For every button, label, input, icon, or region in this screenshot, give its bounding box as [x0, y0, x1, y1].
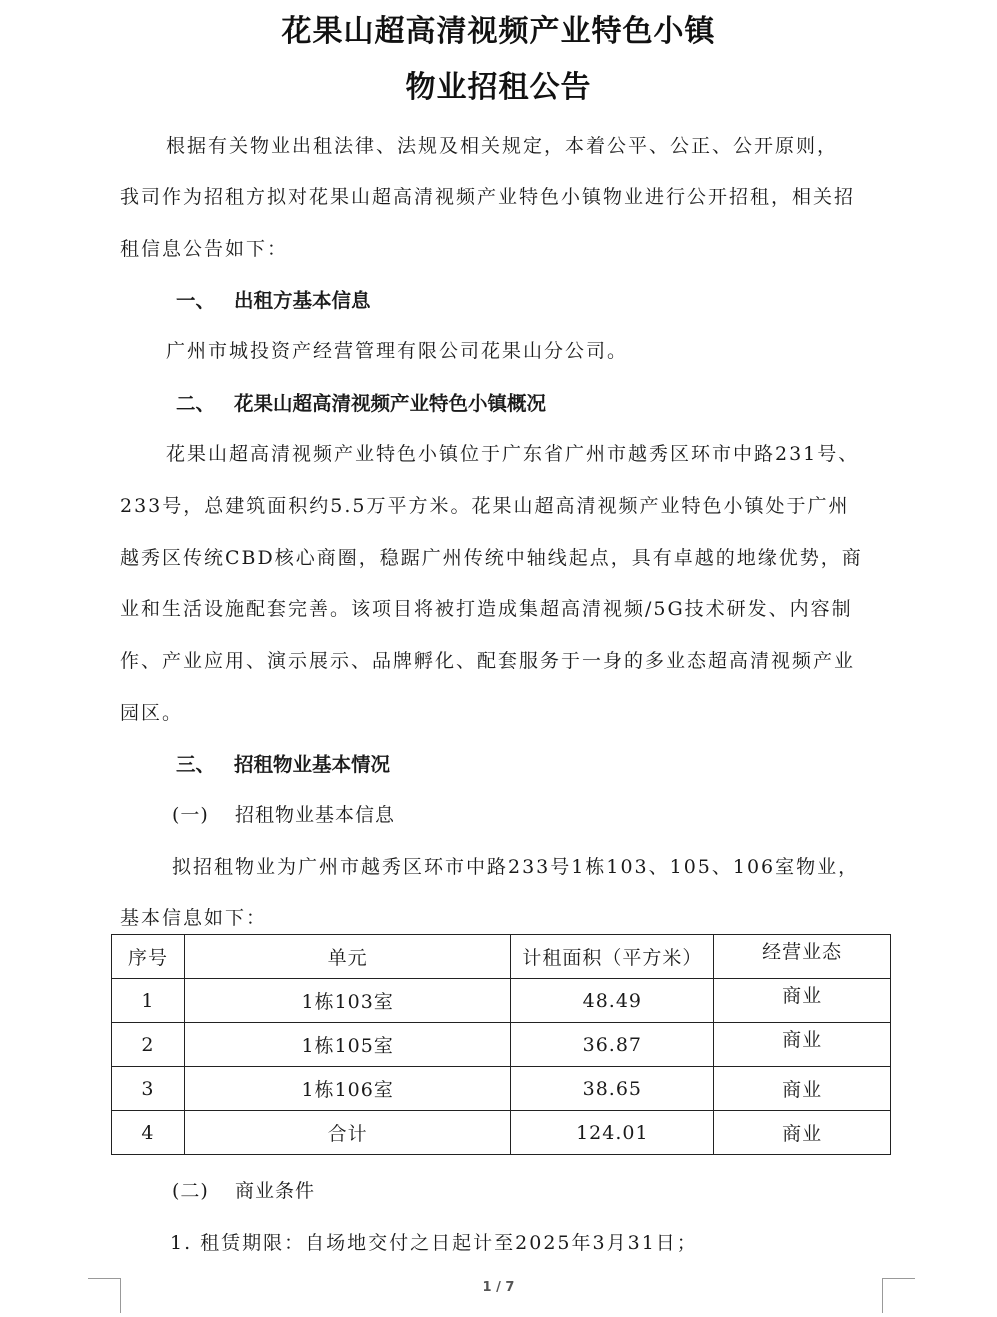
lease-term-line: 1. 租赁期限：自场地交付之日起计至2025年3月31日； — [170, 1232, 698, 1254]
intro-line-3: 租信息公告如下： — [120, 238, 289, 260]
section-1-text: 广州市城投资产经营管理有限公司花果山分公司。 — [166, 340, 629, 362]
table-header-cell — [714, 935, 891, 979]
table-cell: 1栋103室 — [184, 979, 511, 1023]
section-2-line-3: 越秀区传统CBD核心商圈，稳踞广州传统中轴线起点，具有卓越的地缘优势，商 — [120, 547, 863, 569]
document-title: 花果山超高清视频产业特色小镇 — [281, 14, 716, 49]
table-row — [112, 979, 891, 1023]
subsection-1-title: 招租物业基本信息 — [235, 804, 396, 826]
table-row — [112, 1023, 891, 1067]
section-2-number: 二、 — [176, 392, 216, 415]
section-2-line-2: 233号，总建筑面积约5.5万平方米。花果山超高清视频产业特色小镇处于广州 — [120, 495, 850, 517]
table-header-cell: 序号 — [112, 935, 185, 979]
table-cell: 124.01 — [511, 1111, 714, 1155]
table-cell: 3 — [112, 1067, 185, 1111]
table-cell: 商业 — [714, 1111, 891, 1155]
table-cell: 商业 — [714, 1067, 891, 1111]
subsection-2-heading — [172, 1176, 315, 1203]
section-2-line-1: 花果山超高清视频产业特色小镇位于广东省广州市越秀区环市中路231号、 — [166, 443, 860, 465]
subsection-2-title: 商业条件 — [235, 1180, 316, 1202]
section-1-title: 出租方基本信息 — [234, 289, 371, 312]
section-1-number: 一、 — [176, 289, 216, 312]
section-2-line-4: 业和生活设施配套完善。该项目将被打造成集超高清视频/5G技术研发、内容制 — [120, 598, 853, 620]
section-2-line-6: 园区。 — [120, 702, 184, 724]
table-cell: 4 — [112, 1111, 185, 1155]
section-3-number: 三、 — [176, 753, 216, 776]
table-cell — [714, 1023, 891, 1067]
table-cell — [714, 979, 891, 1023]
subsection-2-number: (二) — [172, 1180, 209, 1202]
table-cell: 38.65 — [511, 1067, 714, 1111]
section-2-heading — [176, 388, 546, 416]
section-3-title: 招租物业基本情况 — [234, 753, 391, 776]
section-2-title: 花果山超高清视频产业特色小镇概况 — [234, 392, 547, 415]
subsection-1-heading — [172, 800, 395, 827]
table-header-cell: 单元 — [184, 935, 511, 979]
table-header-row — [112, 935, 891, 979]
table-row — [112, 1111, 891, 1155]
property-intro-line-1: 拟招租物业为广州市越秀区环市中路233号1栋103、105、106室物业， — [172, 856, 860, 878]
table-header-cell: 计租面积（平方米） — [511, 935, 714, 979]
section-1-heading — [176, 285, 371, 313]
table-cell: 合计 — [184, 1111, 511, 1155]
page-number: 1 / 7 — [482, 1280, 515, 1295]
intro-line-2: 我司作为招租方拟对花果山超高清视频产业特色小镇物业进行公开招租，相关招 — [120, 186, 856, 208]
table-cell: 1 — [112, 979, 185, 1023]
intro-line-1: 根据有关物业出租法律、法规及相关规定，本着公平、公正、公开原则， — [166, 135, 839, 157]
property-intro-line-2: 基本信息如下： — [120, 907, 268, 929]
table-cell-label: 商业 — [782, 985, 823, 1007]
property-table — [111, 934, 891, 1155]
table-cell-label: 商业 — [782, 1029, 823, 1051]
document-subtitle: 物业招租公告 — [405, 70, 592, 105]
section-2-line-5: 作、产业应用、演示展示、品牌孵化、配套服务于一身的多业态超高清视频产业 — [120, 650, 856, 672]
section-3-heading — [176, 749, 390, 777]
table-header-label: 经营业态 — [762, 941, 843, 963]
subsection-1-number: (一) — [172, 804, 209, 826]
table-cell: 36.87 — [511, 1023, 714, 1067]
table-cell: 48.49 — [511, 979, 714, 1023]
table-row — [112, 1067, 891, 1111]
table-cell: 2 — [112, 1023, 185, 1067]
table-cell: 1栋106室 — [184, 1067, 511, 1111]
table-cell: 1栋105室 — [184, 1023, 511, 1067]
